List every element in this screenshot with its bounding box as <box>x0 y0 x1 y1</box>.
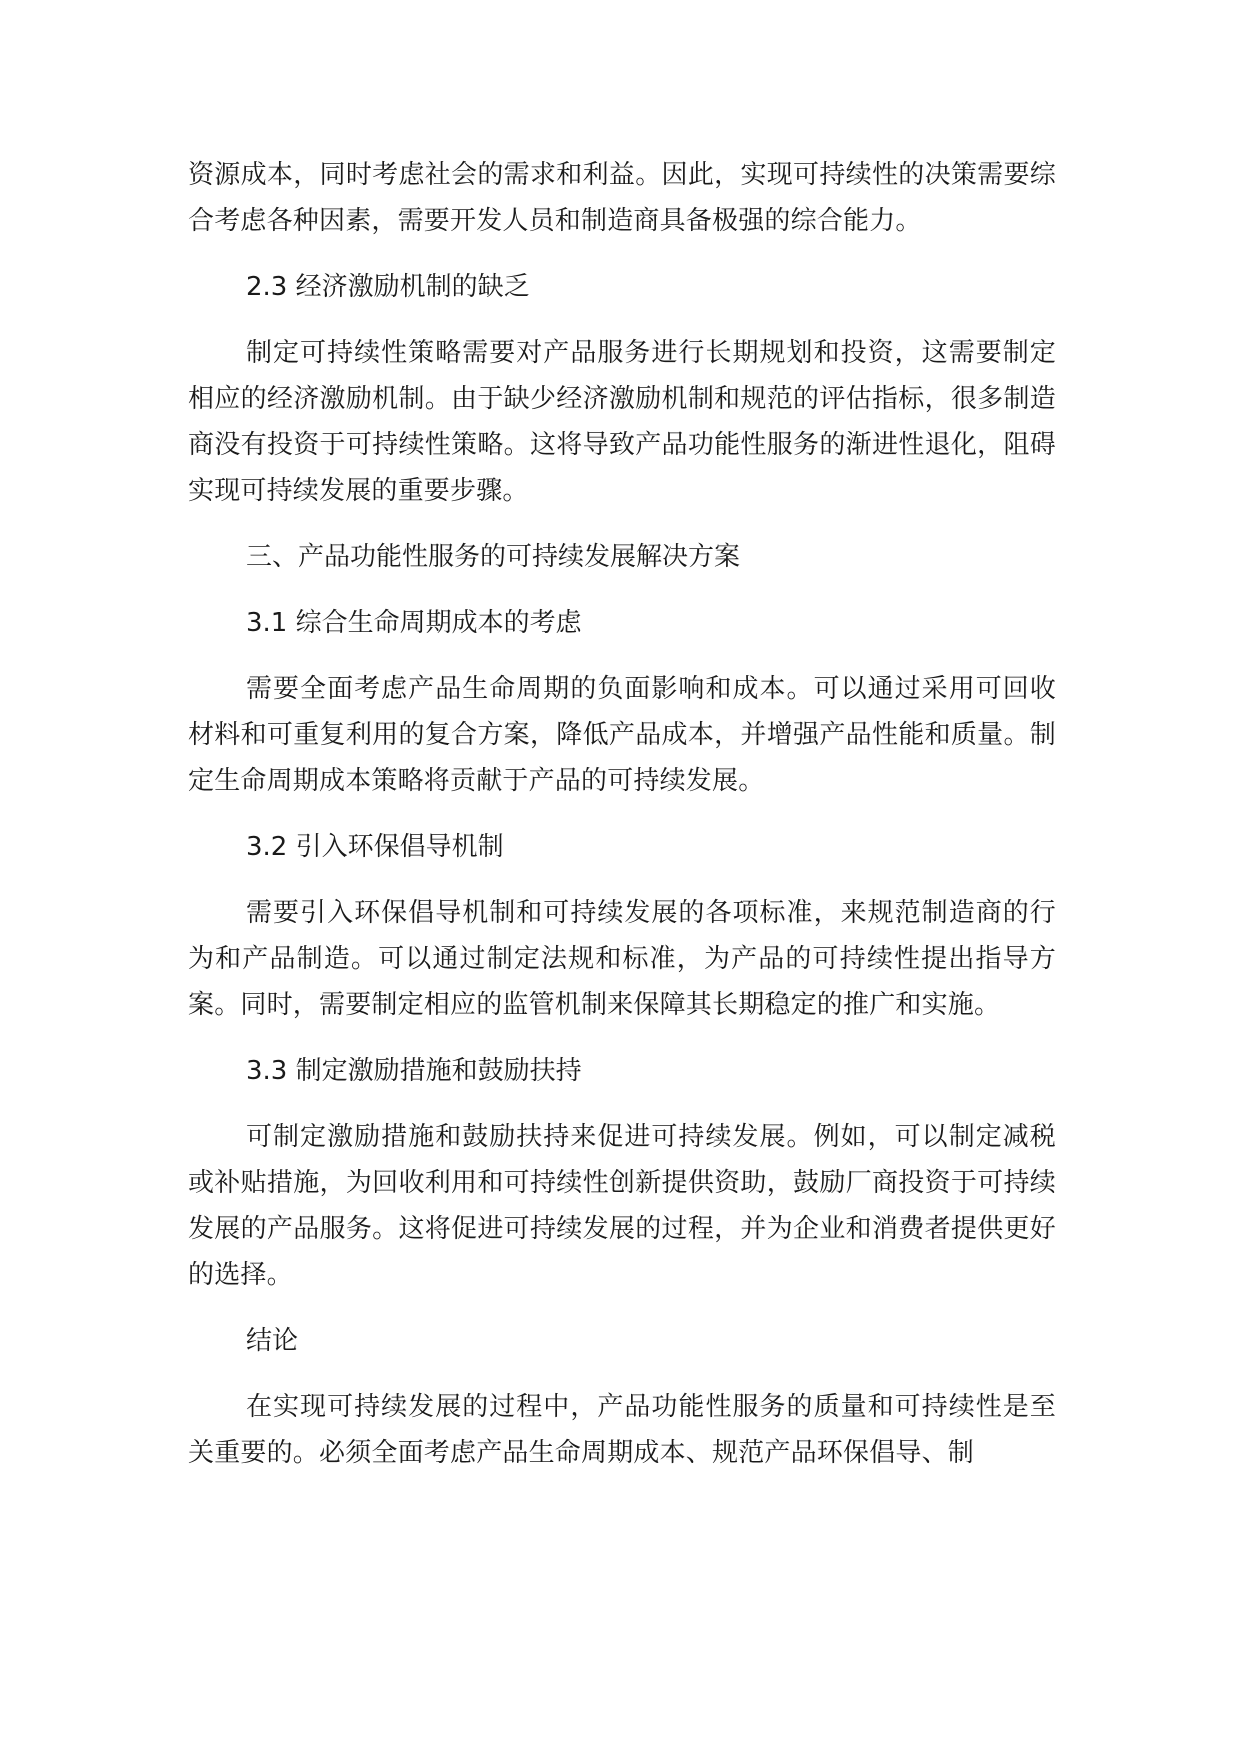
heading-3-1: 3.1 综合生命周期成本的考虑 <box>246 608 582 638</box>
block-gap <box>188 514 1056 534</box>
block-gap <box>188 870 1056 890</box>
heading-section-3: 三、产品功能性服务的可持续发展解决方案 <box>246 542 741 572</box>
paragraph-economic-incentive: 制定可持续性策略需要对产品服务进行长期规划和投资，这需要制定相应的经济激励机制。由于缺少经济激励机制和规范的评估指标，很多制造商没有投资于可持续性策略。这将导致产品功能性服务的渐进性退化，阻碍实现可持续发展的重要步骤。 <box>188 338 1056 506</box>
document-body <box>188 152 1056 1476</box>
block-gap <box>188 1364 1056 1384</box>
block-gap <box>188 244 1056 264</box>
block-gap <box>188 1028 1056 1048</box>
block-gap <box>188 580 1056 600</box>
paragraph-incentive-measures: 可制定激励措施和鼓励扶持来促进可持续发展。例如，可以制定减税或补贴措施，为回收利用和可持续性创新提供资助，鼓励厂商投资于可持续发展的产品服务。这将促进可持续发展的过程，并为企业和消费者提供更好的选择。 <box>188 1122 1056 1290</box>
block-gap <box>188 310 1056 330</box>
heading-conclusion: 结论 <box>246 1326 299 1356</box>
heading-2-3: 2.3 经济激励机制的缺乏 <box>246 272 530 302</box>
block-gap <box>188 804 1056 824</box>
block-gap <box>188 1298 1056 1318</box>
paragraph-conclusion: 在实现可持续发展的过程中，产品功能性服务的质量和可持续性是至关重要的。必须全面考虑产品生命周期成本、规范产品环保倡导、制 <box>188 1392 1056 1468</box>
heading-3-2: 3.2 引入环保倡导机制 <box>246 832 504 862</box>
paragraph-lifecycle-cost: 需要全面考虑产品生命周期的负面影响和成本。可以通过采用可回收材料和可重复利用的复合方案，降低产品成本，并增强产品性能和质量。制定生命周期成本策略将贡献于产品的可持续发展。 <box>188 674 1056 796</box>
block-gap <box>188 1094 1056 1114</box>
paragraph-environmental-advocacy: 需要引入环保倡导机制和可持续发展的各项标准，来规范制造商的行为和产品制造。可以通过制定法规和标准，为产品的可持续性提出指导方案。同时，需要制定相应的监管机制来保障其长期稳定的推广和实施。 <box>188 898 1056 1020</box>
heading-3-3: 3.3 制定激励措施和鼓励扶持 <box>246 1056 582 1086</box>
block-gap <box>188 646 1056 666</box>
paragraph-continued-cost: 资源成本，同时考虑社会的需求和利益。因此，实现可持续性的决策需要综合考虑各种因素，需要开发人员和制造商具备极强的综合能力。 <box>188 160 1056 236</box>
